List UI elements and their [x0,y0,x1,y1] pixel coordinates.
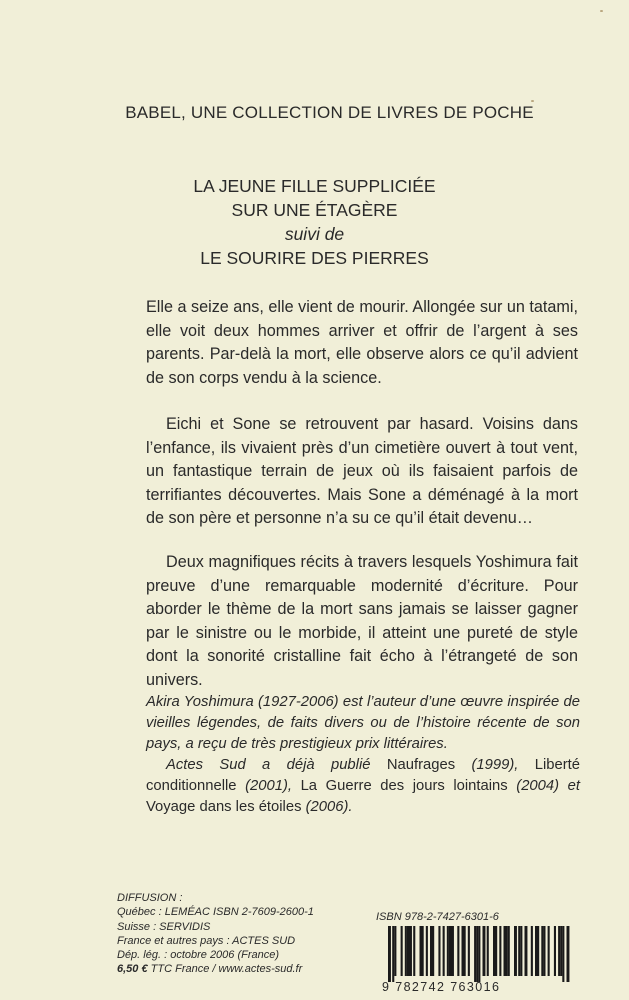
barcode-bar [443,926,445,976]
barcode [382,926,574,987]
barcode-bar [432,926,434,976]
barcode-bar [520,926,522,976]
published-intro: Actes Sud a déjà publié [166,757,371,773]
diffusion-depot: Dép. lég. : octobre 2006 (France) [117,949,280,962]
barcode-bar [451,926,454,976]
book-title-2: Liberté conditionnelle [146,757,580,794]
author-block [146,692,580,818]
barcode-bar [487,926,489,976]
barcode-bar [541,926,543,976]
barcode-bar [464,926,466,976]
diffusion-france: France et autres pays : ACTES SUD [117,934,296,947]
barcode-bar [474,926,476,982]
isbn-label: ISBN 978-2-7427-6301-6 [376,911,499,923]
title-line-3: LE SOURIRE DES PIERRES [200,248,429,268]
barcode-bar [560,926,562,976]
barcode-bar [506,926,508,976]
barcode-bar [449,926,451,976]
barcode-bar [514,926,517,976]
price: 6,50 € [117,963,148,976]
book-title-3: La Guerre des jours lointains [300,778,508,794]
book-title-4: Voyage dans les étoiles [146,799,302,815]
barcode-bar [438,926,440,976]
barcode-bar [407,926,409,976]
book-year-2: (2001), [245,778,292,794]
diffusion-suisse: Suisse : SERVIDIS [117,920,211,933]
book-year-4: (2006). [305,799,353,815]
barcode-bar [537,926,539,976]
summary-paragraph-3: Deux magnifiques récits à travers lesquels Yoshimura fait preuve d’une remarquable modernité d’écriture. Pour aborder le thème de la mort sans jamais se laisser gagner par le sinistre ou le morbide, il atteint une pureté de style dont la sonorité cristalline fait écho à l’étrangeté de son univers. [146,553,578,689]
barcode-bar [518,926,520,976]
barcode-bars [382,926,574,982]
price-rest: TTC France / www.actes-sud.fr [150,963,303,976]
published-list [146,755,580,818]
barcode-bar [554,926,556,976]
barcode-bar [394,926,396,976]
barcode-bar [457,926,459,976]
barcode-bar [478,926,480,982]
barcode-bar [476,926,478,982]
barcode-bar [405,926,407,976]
title-line-2: SUR UNE ÉTAGÈRE [231,200,398,220]
barcode-bar [525,926,528,976]
barcode-bar [426,926,428,976]
author-bio: Akira Yoshimura (1927-2006) est l’auteur d’une œuvre inspirée de vieilles légendes, de faits divers ou de l’histoire récente de son pays, a reçu de très prestigieux prix littéraires. [146,694,580,752]
barcode-bar [392,926,394,982]
diffusion-head: DIFFUSION : [117,892,183,904]
paper-speck [531,100,534,102]
barcode-bar [531,926,533,976]
barcode-bar [413,926,415,976]
series-header [0,103,629,123]
barcode-bar [562,926,564,982]
title-block [0,174,629,270]
barcode-bar [548,926,550,976]
barcode-bar [422,926,424,976]
title-suivi: suivi de [284,224,345,244]
diffusion-price-line [117,962,377,976]
barcode-bar [388,926,391,982]
paper-speck [600,10,603,12]
book-title-1: Naufrages [386,757,456,773]
barcode-digits: 9 782742 763016 [382,980,501,994]
summary-paragraph-1: Elle a seize ans, elle vient de mourir. Allongée sur un tatami, elle voit deux hommes arriver et offrir de l’argent à ses parents. Par-delà la mort, elle observe alors ce qu’il advient de son corps vendu à la science. [146,298,578,387]
diffusion-block [117,891,377,977]
series-text: BABEL, UNE COLLECTION DE LIVRES DE POCHE [125,103,534,122]
barcode-bar [483,926,486,976]
book-year-3: (2004) et [516,778,580,794]
barcode-bar [409,926,412,976]
barcode-bar [543,926,545,976]
barcode-bar [495,926,497,976]
barcode-bar [508,926,510,976]
barcode-bar [468,926,470,976]
barcode-bar [447,926,449,976]
barcode-bar [567,926,570,982]
diffusion-quebec: Québec : LEMÉAC ISBN 2-7609-2600-1 [117,906,314,919]
barcode-bar [401,926,403,976]
summary-paragraph-2: Eichi et Sone se retrouvent par hasard. Voisins dans l’enfance, ils vivaient près d’un cimetière ouvert à tout vent, un fantastique terrain de jeux où ils faisaient parfois de terrifiantes découvertes. Mais Sone a déménagé à la mort de son père et personne n’a su ce qu’il était devenu… [146,415,578,527]
title-line-1: LA JEUNE FILLE SUPPLICIÉE [193,176,436,196]
book-year-1: (1999), [471,757,519,773]
barcode-bar [499,926,501,976]
barcode-bar [558,926,560,976]
